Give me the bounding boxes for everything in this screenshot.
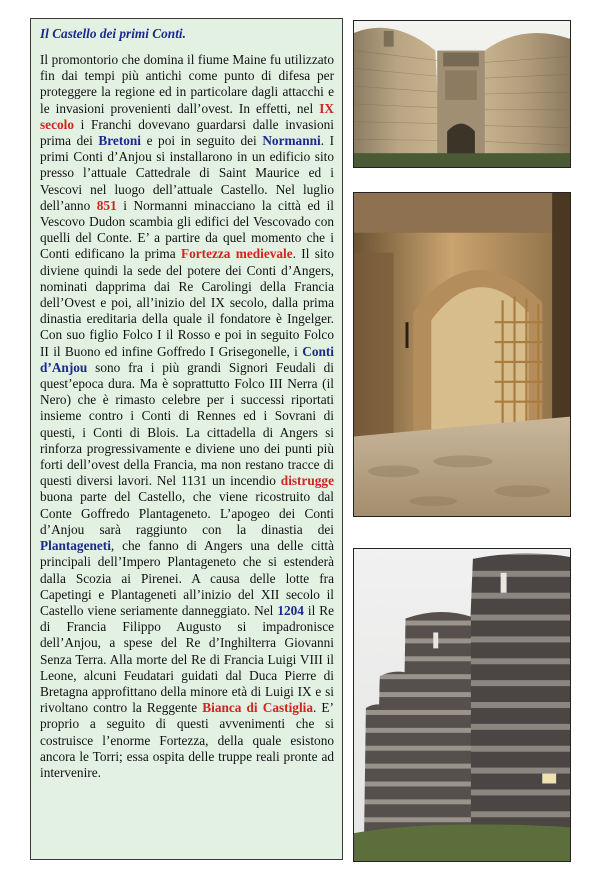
photo-castle-archway: [353, 192, 571, 517]
text-run: . I primi Conti d’Anjou si installarono in un edificio sito presso l’attuale Cattedrale di Saint Maurice ed i Vescovi nel luogo dell’attuale Castello. Nel luglio dell’anno: [40, 133, 335, 213]
text-run: il Re di Francia Filippo Augusto si impadronisce dell’Anjou, a spese del Re d’Inghilterra Giovanni Senza Terra. Alla morte del Re di Francia Luigi VIII il Leone, alcuni Feudatari guidati dal Duca Pierre di Bretagna approfittano della minore età di Luigi IX e si rivoltano contro la Reggente: [40, 602, 334, 716]
article-panel: [30, 18, 343, 860]
text-run: e poi in seguito dei: [141, 133, 263, 149]
text-run: i Franchi dovevano guardarsi dalle invasioni prima dei: [40, 116, 334, 149]
article-body: [40, 52, 334, 781]
text-run: i Normanni minacciano la città ed il Vescovo Dudon scambia gli edifici del Vescovado con quelli del Conte. E’ a partire da quel momento che i Conti edificano la prima: [40, 197, 334, 262]
highlighted-term: Conti d’Anjou: [40, 343, 334, 375]
highlighted-term: distrugge: [280, 473, 334, 489]
castle-towers-image: [354, 549, 570, 861]
highlighted-term: 1204: [277, 602, 304, 618]
highlighted-term: 851: [96, 197, 117, 213]
text-run: . Il sito diviene quindi la sede del potere dei Conti d’Angers, nominati dapprima dai Re Carolingi della Francia dell’Ovest e poi, all’inizio del IX secolo, dalla prima dinastia ereditaria della quale il fondatore è Ingelger. Con suo figlio Folco I il Rosso e poi in seguito Folco II il Buono ed infine Goffredo I Grisegonelle, i: [40, 246, 334, 359]
castle-archway-image: [354, 193, 570, 516]
text-run: Il promontorio che domina il fiume Maine fu utilizzato fin dai tempi più antichi come punto di difesa per proteggere la regione ed in particolare dagli attacchi e le invasioni provenienti dall’ovest. In effetti, nel: [40, 52, 334, 116]
highlighted-term: Normanni: [262, 133, 321, 149]
castle-gate-image: [354, 21, 570, 167]
highlighted-term: Fortezza medievale: [180, 246, 293, 262]
text-run: buona parte del Castello, che viene ricostruito dal Conte Goffredo Plantageneto. L’apogeo dei Conti d’Anjou sarà raggiunto con la dinastia dei: [40, 489, 334, 537]
article-title: Il Castello dei primi Conti.: [40, 26, 186, 41]
highlighted-term: Bretoni: [98, 133, 142, 149]
highlighted-term: Bianca di Castiglia: [202, 700, 313, 716]
text-run: , che fanno di Angers una delle città principali dell’Impero Plantageneto che si estenderà dalla Scozia ai Pirenei. A causa delle lotte fra Capetingi e Plantageneti all’inizio del XII secolo il Castello viene seriamente danneggiato. Nel: [40, 538, 334, 618]
highlighted-term: IX secolo: [40, 100, 334, 132]
photo-castle-gate: [353, 20, 571, 168]
highlighted-term: Plantageneti: [40, 538, 111, 554]
text-run: . E’ proprio a seguito di questi avvenimenti che si costruisce l’enorme Fortezza, della quale esistono ancora le Torri; essa ospita delle truppe reali pronte ad intervenire.: [40, 700, 334, 780]
photo-castle-towers: [353, 548, 571, 862]
text-run: sono fra i più grandi Signori Feudali di quest’epoca dura. Ma è soprattutto Folco III Nerra (il Nero) che è rimasto celebre per i successi riportati insieme contro i Conti di Rennes ed i Sovrani di questi, i Conti di Blois. La cittadella di Angers si rinforza progressivamente e diviene uno dei punti più forti dell’ovest della Francia, ma non restano tracce di questi diversi lavori. Nel 1131 un incendio: [40, 359, 334, 489]
